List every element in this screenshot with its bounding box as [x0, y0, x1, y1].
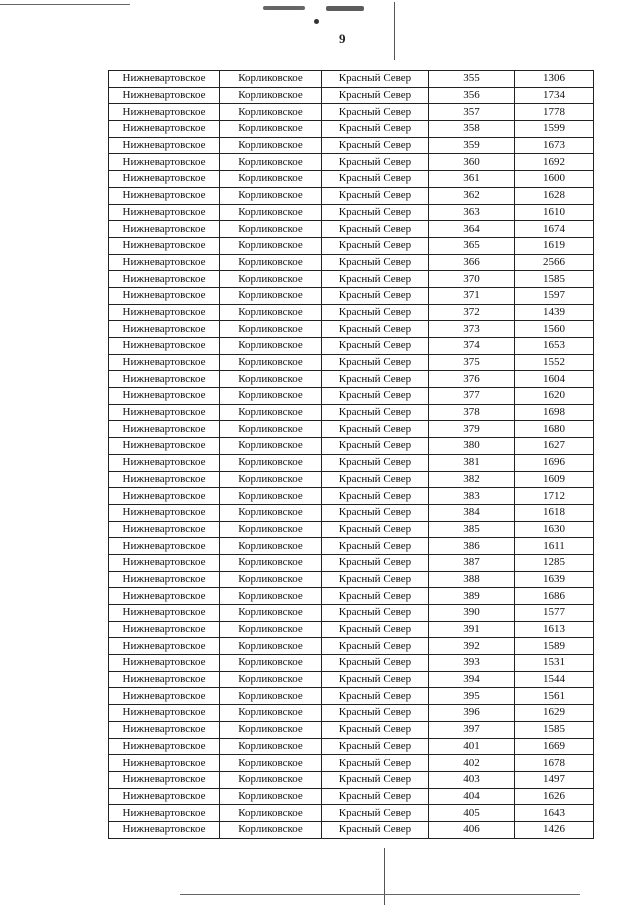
table-row [109, 121, 594, 138]
district-cell: Нижневартовское [109, 471, 220, 488]
table-row [109, 805, 594, 822]
number-cell: 392 [429, 638, 515, 655]
number-cell: 386 [429, 538, 515, 555]
field-cell: Корликовское [220, 671, 322, 688]
district-cell: Нижневартовское [109, 454, 220, 471]
district-cell: Нижневартовское [109, 755, 220, 772]
field-cell: Корликовское [220, 621, 322, 638]
area-cell: Красный Север [322, 755, 429, 772]
table-row [109, 504, 594, 521]
area-cell: Красный Север [322, 354, 429, 371]
table-row [109, 588, 594, 605]
field-cell: Корликовское [220, 137, 322, 154]
page-number: 9 [339, 31, 346, 46]
value-cell: 1585 [515, 271, 594, 288]
area-cell: Красный Север [322, 121, 429, 138]
field-cell: Корликовское [220, 237, 322, 254]
field-cell: Корликовское [220, 504, 322, 521]
value-cell: 1552 [515, 354, 594, 371]
table-row [109, 755, 594, 772]
number-cell: 378 [429, 404, 515, 421]
table-row [109, 254, 594, 271]
field-cell: Корликовское [220, 688, 322, 705]
district-cell: Нижневартовское [109, 721, 220, 738]
area-cell: Красный Север [322, 371, 429, 388]
table-row [109, 538, 594, 555]
number-cell: 370 [429, 271, 515, 288]
number-cell: 389 [429, 588, 515, 605]
district-cell: Нижневартовское [109, 571, 220, 588]
value-cell: 1698 [515, 404, 594, 421]
field-cell: Корликовское [220, 438, 322, 455]
district-cell: Нижневартовское [109, 187, 220, 204]
field-cell: Корликовское [220, 371, 322, 388]
table-row [109, 454, 594, 471]
district-cell: Нижневартовское [109, 588, 220, 605]
area-cell: Красный Север [322, 688, 429, 705]
field-cell: Корликовское [220, 171, 322, 188]
number-cell: 384 [429, 504, 515, 521]
number-cell: 375 [429, 354, 515, 371]
field-cell: Корликовское [220, 421, 322, 438]
value-cell: 1678 [515, 755, 594, 772]
table-row [109, 204, 594, 221]
field-cell: Корликовское [220, 71, 322, 88]
scan-edge-line [180, 894, 580, 895]
number-cell: 374 [429, 338, 515, 355]
area-cell: Красный Север [322, 705, 429, 722]
number-cell: 391 [429, 621, 515, 638]
district-cell: Нижневартовское [109, 671, 220, 688]
table-row [109, 71, 594, 88]
field-cell: Корликовское [220, 821, 322, 838]
field-cell: Корликовское [220, 655, 322, 672]
number-cell: 393 [429, 655, 515, 672]
scan-edge-line [0, 4, 130, 5]
area-cell: Красный Север [322, 338, 429, 355]
table-row [109, 471, 594, 488]
table-row [109, 488, 594, 505]
field-cell: Корликовское [220, 121, 322, 138]
table-row [109, 171, 594, 188]
area-cell: Красный Север [322, 237, 429, 254]
value-cell: 1613 [515, 621, 594, 638]
area-cell: Красный Север [322, 588, 429, 605]
area-cell: Красный Север [322, 788, 429, 805]
area-cell: Красный Север [322, 821, 429, 838]
number-cell: 390 [429, 605, 515, 622]
district-cell: Нижневартовское [109, 388, 220, 405]
area-cell: Красный Север [322, 454, 429, 471]
number-cell: 356 [429, 87, 515, 104]
value-cell: 1600 [515, 171, 594, 188]
table-row [109, 87, 594, 104]
number-cell: 397 [429, 721, 515, 738]
value-cell: 1734 [515, 87, 594, 104]
area-cell: Красный Север [322, 554, 429, 571]
number-cell: 373 [429, 321, 515, 338]
number-cell: 360 [429, 154, 515, 171]
value-cell: 1597 [515, 287, 594, 304]
table-row [109, 354, 594, 371]
number-cell: 403 [429, 771, 515, 788]
value-cell: 1585 [515, 721, 594, 738]
field-cell: Корликовское [220, 221, 322, 238]
field-cell: Корликовское [220, 771, 322, 788]
value-cell: 1609 [515, 471, 594, 488]
value-cell: 1618 [515, 504, 594, 521]
number-cell: 359 [429, 137, 515, 154]
field-cell: Корликовское [220, 538, 322, 555]
number-cell: 377 [429, 388, 515, 405]
value-cell: 1696 [515, 454, 594, 471]
field-cell: Корликовское [220, 104, 322, 121]
district-cell: Нижневартовское [109, 354, 220, 371]
district-cell: Нижневартовское [109, 554, 220, 571]
table-row [109, 287, 594, 304]
table-row [109, 521, 594, 538]
district-cell: Нижневартовское [109, 271, 220, 288]
table-row [109, 571, 594, 588]
number-cell: 402 [429, 755, 515, 772]
field-cell: Корликовское [220, 788, 322, 805]
field-cell: Корликовское [220, 187, 322, 204]
number-cell: 381 [429, 454, 515, 471]
area-cell: Красный Север [322, 221, 429, 238]
number-cell: 405 [429, 805, 515, 822]
number-cell: 394 [429, 671, 515, 688]
district-cell: Нижневартовское [109, 521, 220, 538]
district-cell: Нижневартовское [109, 237, 220, 254]
number-cell: 358 [429, 121, 515, 138]
value-cell: 1629 [515, 705, 594, 722]
number-cell: 362 [429, 187, 515, 204]
value-cell: 1627 [515, 438, 594, 455]
district-cell: Нижневартовское [109, 771, 220, 788]
district-cell: Нижневартовское [109, 338, 220, 355]
table-row [109, 438, 594, 455]
area-cell: Красный Север [322, 154, 429, 171]
number-cell: 364 [429, 221, 515, 238]
value-cell: 2566 [515, 254, 594, 271]
scan-artifact [314, 19, 319, 24]
scan-artifact [326, 6, 364, 11]
table-row [109, 187, 594, 204]
value-cell: 1589 [515, 638, 594, 655]
number-cell: 404 [429, 788, 515, 805]
number-cell: 396 [429, 705, 515, 722]
data-table [108, 70, 594, 839]
field-cell: Корликовское [220, 388, 322, 405]
district-cell: Нижневартовское [109, 788, 220, 805]
field-cell: Корликовское [220, 271, 322, 288]
number-cell: 372 [429, 304, 515, 321]
value-cell: 1426 [515, 821, 594, 838]
table-row [109, 404, 594, 421]
value-cell: 1628 [515, 187, 594, 204]
table-row [109, 338, 594, 355]
value-cell: 1686 [515, 588, 594, 605]
area-cell: Красный Север [322, 571, 429, 588]
value-cell: 1643 [515, 805, 594, 822]
area-cell: Красный Север [322, 805, 429, 822]
field-cell: Корликовское [220, 605, 322, 622]
area-cell: Красный Север [322, 254, 429, 271]
district-cell: Нижневартовское [109, 321, 220, 338]
area-cell: Красный Север [322, 438, 429, 455]
area-cell: Красный Север [322, 304, 429, 321]
value-cell: 1610 [515, 204, 594, 221]
number-cell: 355 [429, 71, 515, 88]
area-cell: Красный Север [322, 504, 429, 521]
table-row [109, 137, 594, 154]
area-cell: Красный Север [322, 655, 429, 672]
number-cell: 361 [429, 171, 515, 188]
scan-edge-line [394, 2, 395, 60]
district-cell: Нижневартовское [109, 805, 220, 822]
field-cell: Корликовское [220, 354, 322, 371]
area-cell: Красный Север [322, 104, 429, 121]
district-cell: Нижневартовское [109, 655, 220, 672]
table-row [109, 237, 594, 254]
value-cell: 1674 [515, 221, 594, 238]
area-cell: Красный Север [322, 738, 429, 755]
field-cell: Корликовское [220, 738, 322, 755]
district-cell: Нижневартовское [109, 404, 220, 421]
district-cell: Нижневартовское [109, 488, 220, 505]
area-cell: Красный Север [322, 321, 429, 338]
value-cell: 1306 [515, 71, 594, 88]
value-cell: 1285 [515, 554, 594, 571]
field-cell: Корликовское [220, 488, 322, 505]
number-cell: 387 [429, 554, 515, 571]
area-cell: Красный Север [322, 721, 429, 738]
table-row [109, 721, 594, 738]
area-cell: Красный Север [322, 404, 429, 421]
field-cell: Корликовское [220, 471, 322, 488]
district-cell: Нижневартовское [109, 171, 220, 188]
table-row [109, 705, 594, 722]
district-cell: Нижневартовское [109, 438, 220, 455]
number-cell: 395 [429, 688, 515, 705]
number-cell: 388 [429, 571, 515, 588]
value-cell: 1531 [515, 655, 594, 672]
district-cell: Нижневартовское [109, 738, 220, 755]
field-cell: Корликовское [220, 721, 322, 738]
value-cell: 1692 [515, 154, 594, 171]
district-cell: Нижневартовское [109, 137, 220, 154]
value-cell: 1680 [515, 421, 594, 438]
table-row [109, 554, 594, 571]
district-cell: Нижневартовское [109, 87, 220, 104]
value-cell: 1497 [515, 771, 594, 788]
field-cell: Корликовское [220, 87, 322, 104]
value-cell: 1673 [515, 137, 594, 154]
area-cell: Красный Север [322, 187, 429, 204]
district-cell: Нижневартовское [109, 287, 220, 304]
number-cell: 383 [429, 488, 515, 505]
table-row [109, 421, 594, 438]
district-cell: Нижневартовское [109, 104, 220, 121]
field-cell: Корликовское [220, 304, 322, 321]
number-cell: 379 [429, 421, 515, 438]
value-cell: 1611 [515, 538, 594, 555]
area-cell: Красный Север [322, 204, 429, 221]
number-cell: 380 [429, 438, 515, 455]
area-cell: Красный Север [322, 71, 429, 88]
table-row [109, 821, 594, 838]
table-row [109, 104, 594, 121]
area-cell: Красный Север [322, 287, 429, 304]
table-row [109, 655, 594, 672]
field-cell: Корликовское [220, 755, 322, 772]
district-cell: Нижневартовское [109, 204, 220, 221]
district-cell: Нижневартовское [109, 621, 220, 638]
area-cell: Красный Север [322, 538, 429, 555]
table-row [109, 321, 594, 338]
field-cell: Корликовское [220, 554, 322, 571]
area-cell: Красный Север [322, 471, 429, 488]
field-cell: Корликовское [220, 454, 322, 471]
value-cell: 1604 [515, 371, 594, 388]
area-cell: Красный Север [322, 605, 429, 622]
field-cell: Корликовское [220, 321, 322, 338]
area-cell: Красный Север [322, 488, 429, 505]
scan-artifact [263, 6, 305, 10]
number-cell: 365 [429, 237, 515, 254]
value-cell: 1639 [515, 571, 594, 588]
number-cell: 382 [429, 471, 515, 488]
table-row [109, 771, 594, 788]
field-cell: Корликовское [220, 204, 322, 221]
number-cell: 376 [429, 371, 515, 388]
field-cell: Корликовское [220, 588, 322, 605]
table-row [109, 671, 594, 688]
district-cell: Нижневартовское [109, 605, 220, 622]
table-row [109, 621, 594, 638]
table-row [109, 154, 594, 171]
value-cell: 1626 [515, 788, 594, 805]
area-cell: Красный Север [322, 271, 429, 288]
field-cell: Корликовское [220, 571, 322, 588]
area-cell: Красный Север [322, 521, 429, 538]
district-cell: Нижневартовское [109, 121, 220, 138]
scan-edge-line [384, 848, 385, 905]
area-cell: Красный Север [322, 421, 429, 438]
field-cell: Корликовское [220, 521, 322, 538]
district-cell: Нижневартовское [109, 371, 220, 388]
table-row [109, 605, 594, 622]
value-cell: 1560 [515, 321, 594, 338]
number-cell: 401 [429, 738, 515, 755]
table-row [109, 371, 594, 388]
value-cell: 1544 [515, 671, 594, 688]
value-cell: 1620 [515, 388, 594, 405]
area-cell: Красный Север [322, 137, 429, 154]
district-cell: Нижневартовское [109, 221, 220, 238]
field-cell: Корликовское [220, 705, 322, 722]
value-cell: 1561 [515, 688, 594, 705]
value-cell: 1669 [515, 738, 594, 755]
district-cell: Нижневартовское [109, 705, 220, 722]
number-cell: 366 [429, 254, 515, 271]
number-cell: 371 [429, 287, 515, 304]
district-cell: Нижневартовское [109, 154, 220, 171]
area-cell: Красный Север [322, 171, 429, 188]
area-cell: Красный Север [322, 87, 429, 104]
area-cell: Красный Север [322, 771, 429, 788]
table-row [109, 688, 594, 705]
field-cell: Корликовское [220, 338, 322, 355]
number-cell: 357 [429, 104, 515, 121]
value-cell: 1599 [515, 121, 594, 138]
district-cell: Нижневартовское [109, 638, 220, 655]
field-cell: Корликовское [220, 254, 322, 271]
value-cell: 1778 [515, 104, 594, 121]
table-row [109, 221, 594, 238]
area-cell: Красный Север [322, 388, 429, 405]
district-cell: Нижневартовское [109, 688, 220, 705]
area-cell: Красный Север [322, 621, 429, 638]
value-cell: 1630 [515, 521, 594, 538]
table-row [109, 304, 594, 321]
field-cell: Корликовское [220, 805, 322, 822]
district-cell: Нижневартовское [109, 538, 220, 555]
number-cell: 385 [429, 521, 515, 538]
field-cell: Корликовское [220, 638, 322, 655]
value-cell: 1653 [515, 338, 594, 355]
table-row [109, 271, 594, 288]
table-row [109, 388, 594, 405]
area-cell: Красный Север [322, 671, 429, 688]
district-cell: Нижневартовское [109, 821, 220, 838]
field-cell: Корликовское [220, 154, 322, 171]
district-cell: Нижневартовское [109, 71, 220, 88]
district-cell: Нижневартовское [109, 254, 220, 271]
number-cell: 363 [429, 204, 515, 221]
district-cell: Нижневартовское [109, 504, 220, 521]
district-cell: Нижневартовское [109, 304, 220, 321]
table-row [109, 638, 594, 655]
table-row [109, 788, 594, 805]
value-cell: 1712 [515, 488, 594, 505]
number-cell: 406 [429, 821, 515, 838]
field-cell: Корликовское [220, 404, 322, 421]
table-row [109, 738, 594, 755]
district-cell: Нижневартовское [109, 421, 220, 438]
value-cell: 1577 [515, 605, 594, 622]
table-body [109, 71, 594, 839]
area-cell: Красный Север [322, 638, 429, 655]
field-cell: Корликовское [220, 287, 322, 304]
value-cell: 1619 [515, 237, 594, 254]
value-cell: 1439 [515, 304, 594, 321]
